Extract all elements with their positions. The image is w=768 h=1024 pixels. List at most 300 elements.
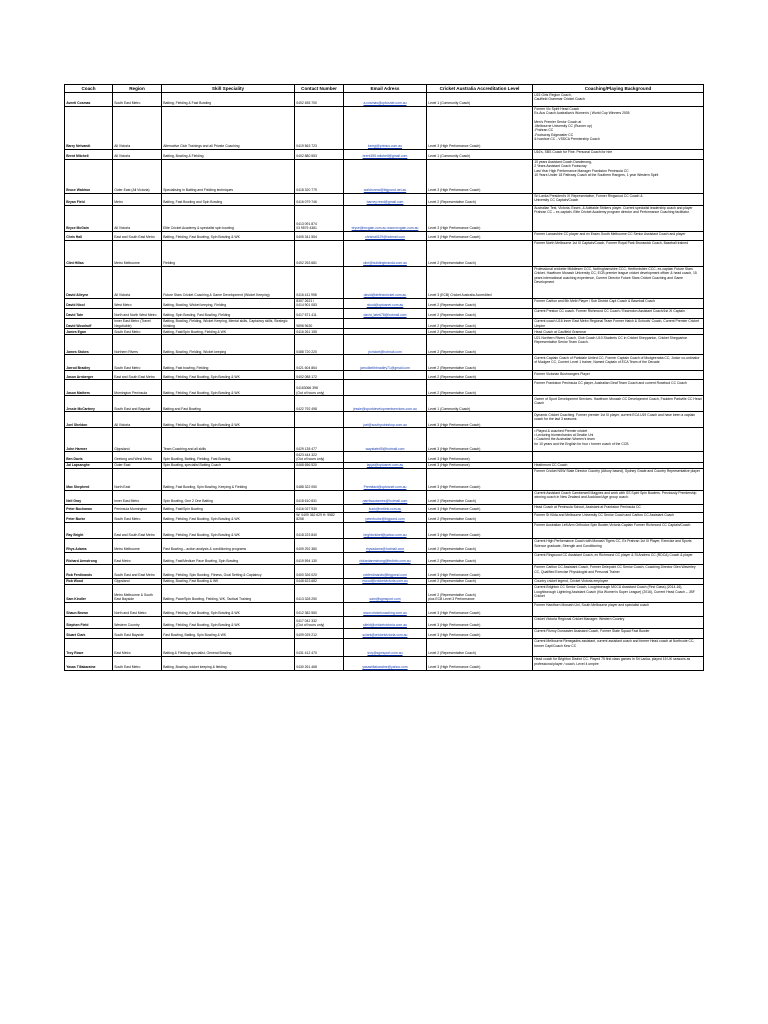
region-cell: South East Metro	[113, 657, 162, 671]
region-cell: East and South East Metro	[113, 231, 162, 240]
skill-cell: Spin Bowling, Batting, Fielding, Fast Bowling,	[162, 452, 295, 462]
background-cell: • Played & coached Premier cricket • Lecturing biomechanics at Deakin Uni • Coached the Australian Women's team for 10 years and the English for four • former coach of the CCB	[533, 428, 704, 452]
contact-number: 0402 088 172	[295, 371, 344, 380]
coach-name: Richard Armstrong	[65, 552, 113, 564]
coach-name: Bryce McGain	[65, 205, 113, 231]
table-row	[65, 617, 704, 629]
table-row	[65, 538, 704, 552]
region-cell: South East Metro	[113, 355, 162, 371]
background-cell: Current High Performance Coach with Monash Tigers CC, Ex Prahran 1st XI Player, Exercise and Sports Science graduate, Strength and Conditioning	[533, 538, 704, 552]
background-cell: Current Assistant Coach Camberwell Magpies and work with SS Spirit Spin Bowlers. Previously Premiership winning coach in New Zealand and Auckland Age group coach.	[533, 490, 704, 504]
region-cell: North and North West Metro	[113, 309, 162, 319]
region-cell: South East Bayside	[113, 629, 162, 639]
email-link[interactable]: sclark@cricketvictoria.com.au	[344, 629, 427, 639]
background-cell: Former Carlton and 5th Melb Player / Sub District Capt Coach & Baseball Coach	[533, 298, 704, 308]
contact-number: 0402 455 700	[295, 92, 344, 106]
background-cell: Former Carlton CC Assistant Coach, Former Delepoint CC Senior Coach, Coaching Director Glen Waverley CC, Qualified Exercise Physiologist and Personal Trainer	[533, 564, 704, 578]
background-cell: Head Coach at Peninsula School, Assistant at Frankston Peninsula CC	[533, 504, 704, 512]
region-cell: North and East Metro	[113, 603, 162, 617]
contact-number: 0416 261 155	[295, 329, 344, 335]
contact-number: 0419 594 130	[295, 552, 344, 564]
coach-name: Sam Kindler	[65, 585, 113, 603]
accreditation-level: Level 1 (Community Coach)	[427, 92, 533, 106]
contact-number: 0431 412 470	[295, 639, 344, 657]
region-cell: South East and Bayside	[113, 396, 162, 412]
skill-cell: Spin Bowling, specialist Batting Coach	[162, 462, 295, 468]
table-row	[65, 309, 704, 319]
email-link	[344, 452, 427, 462]
accreditation-level: Level 2 (Representative Coach)	[427, 319, 533, 329]
column-header-email: Email Adress	[344, 85, 427, 93]
coach-name: Peter Burke	[65, 512, 113, 522]
table-row	[65, 468, 704, 490]
background-cell: Current Melbourne Renegades assistant, current assistant coach and former Head coach at Northcote CC, former Capt/Coach Kew CC	[533, 639, 704, 657]
background-cell: Current Ringwood CC Assistant Coach, ex Richmond CC player & St Andrew CC (RDCA) Coach & player	[533, 552, 704, 564]
skill-cell: Batting, Pace/Spin Bowling, Fielding, WK, Tactical Training	[162, 585, 295, 603]
table-row	[65, 564, 704, 578]
contact-number: 0468 656 520	[295, 462, 344, 468]
region-cell: Metro	[113, 193, 162, 205]
region-cell: North East	[113, 468, 162, 490]
skill-cell: Elite Cricket Academy & specialist spin bowling	[162, 205, 295, 231]
email-link[interactable]: bryce@mcgain.com.au www.mcgain.com.au	[344, 205, 427, 231]
region-cell: Metro Melbourne	[113, 240, 162, 266]
contact-number: 0402 253 681	[295, 240, 344, 266]
skill-cell: Batting, Fielding, Fast Bowling, Spin Bowling & WK	[162, 231, 295, 240]
skill-cell: Fielding	[162, 240, 295, 266]
skill-cell: Batting, Fielding & Fast Bowling	[162, 92, 295, 106]
skill-cell: Batting, Fielding, Fast Bowling, Spin Bowling & WK	[162, 371, 295, 380]
email-link[interactable]: peterburke@bigpond.com	[344, 512, 427, 522]
background-cell: U16's, SBS Coach for Fine. Personal Coach for hire	[533, 149, 704, 159]
table-row	[65, 240, 704, 266]
accreditation-level: Level 2 (Representative Coach)	[427, 240, 533, 266]
email-link[interactable]: brightcricket@yahoo.com.au	[344, 522, 427, 538]
accreditation-level: Level 2 (Representative Coach)	[427, 639, 533, 657]
accreditation-level: Level 3 (High Performance Coach)	[427, 428, 533, 452]
background-cell: Current Captain Coach of Parkdale United CC, Former Captain Coach of Mudgeeraba CC, Junior co-ordinator of Mudgee CC, Current Level 1 trainer, Named Captain of ECA Team of the Decade	[533, 355, 704, 371]
email-link[interactable]: buck@netlink.com.au	[344, 504, 427, 512]
background-cell: Former Victorian Bushrangers Player	[533, 371, 704, 380]
contact-number: 0413 328 250	[295, 585, 344, 603]
coach-name: Ben Davis	[65, 452, 113, 462]
contact-number: 0409 025 212	[295, 629, 344, 639]
contact-number: 0418 320 779	[295, 159, 344, 193]
contact-number: 0488 720 220	[295, 335, 344, 355]
coach-name: Rhys Adams	[65, 538, 113, 552]
skill-cell: Spin Bowling, One 2 One Batting	[162, 490, 295, 504]
email-link	[344, 319, 427, 329]
contact-number: 0418 223 840	[295, 522, 344, 538]
contact-number: 0402 880 553	[295, 149, 344, 159]
table-row	[65, 522, 704, 538]
coach-name: Yasas Tillakaratne	[65, 657, 113, 671]
header-row	[65, 85, 704, 93]
region-cell: East and South East Metro	[113, 371, 162, 380]
coach-name: David Woodruff	[65, 319, 113, 329]
email-link[interactable]: rhysadams@hotmail.com	[344, 538, 427, 552]
accreditation-level: Level 2 (Representative Coach)	[427, 309, 533, 319]
coach-name: Bruce Waldron	[65, 159, 113, 193]
table-row	[65, 552, 704, 564]
table-row	[65, 452, 704, 462]
table-row	[65, 629, 704, 639]
contact-number: 0412 382 550	[295, 603, 344, 617]
email-link[interactable]: rwood@cricketvictoria.com.au	[344, 578, 427, 584]
background-cell: Current Fitzroy Doncaster Assistant Coach, Former State Squad Fast Bowler	[533, 629, 704, 639]
contact-number: 0422 792 498	[295, 396, 344, 412]
region-cell: East Metro	[113, 552, 162, 564]
table-row	[65, 231, 704, 240]
background-cell: Country cricket legend, Cricket Victoria employee	[533, 578, 704, 584]
coach-name: Bryan Field	[65, 193, 113, 205]
skill-cell: Batting, Fast/Spin Bowling	[162, 504, 295, 512]
coach-name: Stephen Field	[65, 617, 113, 629]
accreditation-level: Level 3 (High Performance Coach)	[427, 657, 533, 671]
region-cell: South East Metro	[113, 329, 162, 335]
email-link[interactable]: brent355.mitchell@gmail.com	[344, 149, 427, 159]
background-cell: Former Lancashire CC player and ex Essex South Melbourne CC Senior Assistant Coach and player	[533, 231, 704, 240]
table-row	[65, 657, 704, 671]
table-row	[65, 371, 704, 380]
background-cell: Head coach for Brighton District CC. Played 75 first class games in Sri Lanka, played 15 UK seasons as professional player / coach. Level 4 umpire	[533, 657, 704, 671]
coach-name: Max Shepherd	[65, 468, 113, 490]
table-row	[65, 266, 704, 298]
email-link[interactable]: joel@southpointshop.com.au	[344, 412, 427, 428]
table-row	[65, 149, 704, 159]
background-cell: Current coach U16 Inner East Metro Regional Team Former Hatch & Schools' Coach, Current Premier Cricket Umpire	[533, 319, 704, 329]
coach-name: Brent Mitchell	[65, 149, 113, 159]
coach-name: Jason Arnberger	[65, 371, 113, 380]
accreditation-level: Level 3 (High Performance Coach)	[427, 205, 533, 231]
coach-name: Ray Bright	[65, 522, 113, 538]
accreditation-level: Level 3 (High Performance Coach)	[427, 522, 533, 538]
table-row	[65, 639, 704, 657]
table-body	[65, 92, 704, 670]
background-cell: Former Vic Spirit Head Coach Ex-Aus Coach Australian's Women's | World Cup Winners 2005 Men's Premier Senior Coach at -Melbourne University CC (Runner up) -Prahran CC -Footscray Edgewater CC & Ivanhoe CC - VSDCA Premiership Coach	[533, 106, 704, 149]
column-header-coach: Coach	[65, 85, 113, 93]
email-link[interactable]: rickardarmstrong@fedinfo.com.au	[344, 552, 427, 564]
skill-cell: Batting, Fast/Medium Pace Bowling, Spin Bowling	[162, 552, 295, 564]
skill-cell: Batting, Fielding, Fast Bowling, Spin Bowling & WK	[162, 412, 295, 428]
region-cell: Gippsland	[113, 428, 162, 452]
region-cell: Peninsula Mornington	[113, 504, 162, 512]
background-cell: Owner of Sport Development Services. Hawthorn Monash CC Development Coach, Faulden Parkville CC Head Coach	[533, 396, 704, 412]
accreditation-level: Level 2 (Representative Coach)	[427, 335, 533, 355]
email-link[interactable]: narrtisaussmes@hotmail.com	[344, 490, 427, 504]
background-cell: U21 Northern Rivers Coach, Club Coach U10 Students CC in Cricket Shepparton, Cricket Shepparton Representative Senior Team Coach.	[533, 335, 704, 355]
region-cell: Inner East Metro (Travel Negotiable)	[113, 319, 162, 329]
region-cell: Gippsland	[113, 578, 162, 584]
skill-cell: Batting, Fielding, Spin Bowling, Fitness, Goal Setting & Captaincy	[162, 564, 295, 578]
table-row	[65, 603, 704, 617]
coach-name: Peter Buchanan	[65, 504, 113, 512]
contact-number: 0409 292 380	[295, 538, 344, 552]
coach-name: James Egan	[65, 329, 113, 335]
background-cell: Sri Lanka President's XI Representative, Former Ringwood CC Coach & University CC Captain/Coach	[533, 193, 704, 205]
email-link[interactable]: barney.reed@gmail.com	[344, 193, 427, 205]
skill-cell: Alternative Club Trainings and all Private Coaching	[162, 106, 295, 149]
accreditation-level: Level 2 (Representative Coach) plus ECB Level 3 Performance	[427, 585, 533, 603]
region-cell: Western Country	[113, 617, 162, 629]
accreditation-level: Level 3 (High Performance)	[427, 452, 533, 462]
background-cell: Former Frankston Peninsula CC player, Australian Deaf Team Coach and current Rosebud CC Coach	[533, 380, 704, 396]
region-cell: East Metro	[113, 639, 162, 657]
table-row	[65, 92, 704, 106]
accreditation-level: Level 2 (Representative Coach)	[427, 193, 533, 205]
background-cell: Dynamic Cricket Coaching. Former premier 1st XI player, current ECA U19 Coach and have been a captain coach for the last 3 seasons	[533, 412, 704, 428]
contact-number: 0421 604 864	[295, 355, 344, 371]
region-cell: All Victoria	[113, 149, 162, 159]
table-row	[65, 298, 704, 308]
column-header-contact: Contact Number	[295, 85, 344, 93]
contact-number: 0416 027 930	[295, 504, 344, 512]
contact-number: 0405 341 554	[295, 231, 344, 240]
accreditation-level: Level 2 (Representative Coach)	[427, 355, 533, 371]
coach-name: Rob Ferdinands	[65, 564, 113, 578]
email-link[interactable]: robferdinands@bigpond.com	[344, 564, 427, 578]
skill-cell: Batting, Spin Bowling, Fast Bowling, Fielding	[162, 309, 295, 319]
table-row	[65, 159, 704, 193]
region-cell: Inner East Metro	[113, 490, 162, 504]
table-row	[65, 205, 704, 231]
contact-number: 0488 322 050	[295, 468, 344, 490]
skill-cell: Team Coaching and all skills	[162, 428, 295, 452]
region-cell: All Victoria	[113, 106, 162, 149]
accreditation-level: Level 2 (Representative Coach)	[427, 578, 533, 584]
contact-number: 04163066 398 (Out of hours only)	[295, 380, 344, 396]
background-cell: Former Australian Left Arm Orthodox Spin Bowler,Victoria Captain Former Richmond CC Captain/Coach	[533, 522, 704, 538]
email-link[interactable]: a.cosmas@optusnet.com.au	[344, 92, 427, 106]
skill-cell: Batting, Fielding, Fast Bowling, Spin Bowling & WK	[162, 512, 295, 522]
region-cell: South East Metro	[113, 92, 162, 106]
table-row	[65, 428, 704, 452]
email-link[interactable]: nicod@optusnet.com.au	[344, 298, 427, 308]
coach-name: Jason Mathers	[65, 380, 113, 396]
skill-cell: Batting & Fielding specialist, General Bowling	[162, 639, 295, 657]
email-link[interactable]: yasastillakaratne@yahoo.com	[344, 657, 427, 671]
skill-cell: Batting, Fast/Spin Bowling, Fielding & WK	[162, 329, 295, 335]
background-cell: Current Brighton CC Senior Coach, Loughborough MCCU Assistant Coach (First Class) (2014-16), Loughborough Lightning Assistant Coach (Kia Women's Super League) (2016), Current Head Coach – JBF Cricket	[533, 585, 704, 603]
skill-cell: Batting, Fielding, Fast Bowling, Spin Bowling & WK	[162, 617, 295, 629]
coach-name: Chris Hall	[65, 231, 113, 240]
accreditation-level: Level 3 (High Performance Coach)	[427, 629, 533, 639]
region-cell: Northern Rivers	[113, 335, 162, 355]
skill-cell: Batting, Fast bowling, Fielding	[162, 355, 295, 371]
coach-name: Rob Wood	[65, 578, 113, 584]
email-link[interactable]: david@definecricket.com.au	[344, 266, 427, 298]
contact-number: 9898 9630	[295, 319, 344, 329]
accreditation-level: Level 2 (Representative Coach)	[427, 298, 533, 308]
coach-name: David Nicol	[65, 298, 113, 308]
email-link[interactable]: chrishall129@hotmail.com	[344, 231, 427, 240]
coach-name: Clint Hillas	[65, 240, 113, 266]
region-cell: West Metro	[113, 298, 162, 308]
background-cell	[533, 452, 704, 462]
region-cell: South East and East Metro	[113, 564, 162, 578]
background-cell: Head Coach at Caulfield Grammar	[533, 329, 704, 335]
skill-cell: Batting, Fielding, Fast Bowling, Spin Bowling & WK	[162, 522, 295, 538]
email-link	[344, 380, 427, 396]
contact-number: 0423 444 322 (Out of hours only)	[295, 452, 344, 462]
email-link[interactable]: clint@buildingbranda.com.au	[344, 240, 427, 266]
accreditation-level: Level 2 (Representative Coach)	[427, 380, 533, 396]
contact-number	[295, 412, 344, 428]
accreditation-level: Level 2 (Representative Coach)	[427, 371, 533, 380]
background-cell: Former St Kilda and Melbourne University CC Senior Coach and Carlton CC Assistant Coach	[533, 512, 704, 522]
table-row	[65, 335, 704, 355]
skill-cell: Batting, Fielding, Fast Bowling, Spin Bowling & WK	[162, 603, 295, 617]
table-row	[65, 512, 704, 522]
email-link[interactable]: jrcricket@hotmail.com	[344, 335, 427, 355]
skill-cell: Batting, Fielding, Fast Bowling, Spin Bowling & WK	[162, 380, 295, 396]
accreditation-level: Level 2 (Representative Coach)	[427, 552, 533, 564]
coach-name: Stuart Clark	[65, 629, 113, 639]
coach-name: David Tate	[65, 309, 113, 319]
accreditation-level: Level 3 (High Performance Coach)	[427, 468, 533, 490]
background-cell: Heathmont CC Coach	[533, 462, 704, 468]
skill-cell: Batting, Bowling, Wicket keeping, Fielding	[162, 298, 295, 308]
background-cell: U15 Girls Region Coach, Caulfield Grammar Cricket Coach	[533, 92, 704, 106]
skill-cell: Batting, Bowling, Fielding, Wicket keeping	[162, 335, 295, 355]
background-cell: Cricket Victoria Regional Cricket Manager: Western Country	[533, 617, 704, 629]
background-cell: 10 years Assistant Coach Dandenong, 2 Years Assistant Coach Footscray Last Year High Performance Manager Frankston Peninsula CC 10 Years Under 18 Pathway Coach at the Southern Rangers, 1 year Western Spirit	[533, 159, 704, 193]
table-row	[65, 504, 704, 512]
accreditation-level: Level 2 (Representative Coach)	[427, 329, 533, 335]
skill-cell: Specialising in Batting and Fielding techniques	[162, 159, 295, 193]
accreditation-level: Level 2 (Representative Coach)	[427, 512, 533, 522]
region-cell: Mornington Peninsula	[113, 380, 162, 396]
background-cell: Former Cricket NSW State Director Country (Albury based), Sydney Grade and Country Representative player	[533, 468, 704, 490]
contact-number: 0430 261 468	[295, 657, 344, 671]
background-cell: Former North Melbourne 1st XI Captain/Coach, Former Royal Park Brunswick Coach, Baseball trained	[533, 240, 704, 266]
accreditation-level: Level 3 (High Performance Coach)	[427, 504, 533, 512]
accreditation-level: Level 3 (High Performance)	[427, 462, 533, 468]
accreditation-level: Level 3 (High Performance Coach)	[427, 231, 533, 240]
coach-directory-table	[64, 84, 704, 671]
accreditation-level: Level 3 (High Performance Coach)	[427, 106, 533, 149]
contact-number: 0400 326 020	[295, 564, 344, 578]
column-header-region: Region	[113, 85, 162, 93]
email-link[interactable]: waldronmd@bigpond.net.au	[344, 159, 427, 193]
email-link[interactable]: lapjai@optusnet.com.au	[344, 462, 427, 468]
email-link[interactable]: david_tate678@hotmail.com	[344, 309, 427, 319]
email-link[interactable]: sfield@cricketvictoria.com.au	[344, 617, 427, 629]
contact-number: 0418 610 831	[295, 490, 344, 504]
email-link[interactable]: troy@sgmsport.com.au	[344, 639, 427, 657]
region-cell: Outer East	[113, 462, 162, 468]
table-row	[65, 380, 704, 396]
accreditation-level: Level 3 (High Performance Coach)	[427, 159, 533, 193]
region-cell: Metro Melbourne	[113, 538, 162, 552]
skill-cell: Batting ,Bowling ,wicket keeping & fielding	[162, 657, 295, 671]
table-row	[65, 106, 704, 149]
contact-number: W: 0409 362 629 H: 9582 8258	[295, 512, 344, 522]
accreditation-level: Level 3 (High Performance Coach)	[427, 564, 533, 578]
table-row	[65, 355, 704, 371]
skill-cell: Batting, Bowling & Fielding	[162, 149, 295, 159]
background-cell: Current Preston CC coach. Former Richmond CC Coach / Essendon Assistant Coach/1st XI Captain	[533, 309, 704, 319]
coach-name: Jai Lapsanghe	[65, 462, 113, 468]
column-header-background: Coaching/Playing Background	[533, 85, 704, 93]
email-link	[344, 371, 427, 380]
accreditation-level: Level 3 (High Performance Coach)	[427, 412, 533, 428]
email-link[interactable]: Premitact@optusnet.com.au	[344, 468, 427, 490]
coach-name: Shaun Brown	[65, 603, 113, 617]
coach-name: James Stokes	[65, 335, 113, 355]
skill-cell: Batting and Fast Bowling	[162, 396, 295, 412]
table-row	[65, 585, 704, 603]
contact-number: 0417 571 411	[295, 309, 344, 319]
region-cell: Metro Melbourne & South East Bayside	[113, 585, 162, 603]
skill-cell: Batting, Bowling, Fast Bowling & WK	[162, 578, 295, 584]
accreditation-level: Level 3 (High Performance Coach)	[427, 603, 533, 617]
coach-name: Aveeti Cosmas	[65, 92, 113, 106]
email-link[interactable]: sam@sgmsport.com	[344, 585, 427, 603]
email-link[interactable]: barryj@primus.com.au	[344, 106, 427, 149]
coach-name: Joel Sheldon	[65, 412, 113, 428]
contact-number: 0416 079 746	[295, 193, 344, 205]
contact-number: 0448 623 682	[295, 578, 344, 584]
coach-name: David Alleyne	[65, 266, 113, 298]
table-row	[65, 490, 704, 504]
coach-name: John Harmer	[65, 428, 113, 452]
contact-number: 0416 411 998	[295, 266, 344, 298]
email-link[interactable]: jessie@sportdevelopmentservices.com.au	[344, 396, 427, 412]
skill-cell: Fast Bowling – action analysis & conditioning programs	[162, 538, 295, 552]
table-row	[65, 412, 704, 428]
email-link[interactable]: www.cricketcoaching.com.au	[344, 603, 427, 617]
accreditation-level: Level 1 (Community Coach)	[427, 149, 533, 159]
skill-cell: Fast Bowling, Batting, Spin Bowling & WK	[162, 629, 295, 639]
coach-name: Troy Rowe	[65, 639, 113, 657]
accreditation-level: Level 2 (Representative Coach)	[427, 538, 533, 552]
region-cell: Geelong and West Metro	[113, 452, 162, 462]
contact-number: 0413 091 874 03 9579 4381	[295, 205, 344, 231]
skill-cell: Batting, Fast Bowling, Spin Bowling, Keeping & Fielding	[162, 468, 295, 490]
contact-number: 0429 135 477	[295, 428, 344, 452]
contact-number: 0419 563 723	[295, 106, 344, 149]
background-cell: Australian Test, Victoria, Essex, & Adelaide Strikers player. Current specialist leadership coach and player Prahran CC – ex-captain. Elite Cricket Academy program director and Performance Coaching facilitator.	[533, 205, 704, 231]
contact-number: 0417 042 332 (Out of hours only)	[295, 617, 344, 629]
table-row	[65, 396, 704, 412]
coach-name: Jarrod Bradley	[65, 355, 113, 371]
region-cell: All Victoria	[113, 412, 162, 428]
skill-cell: Batting, Fast Bowling and Spin Bowling	[162, 193, 295, 205]
accreditation-level: Level 3 (ECB) Cricket Australia Accredited	[427, 266, 533, 298]
email-link[interactable]: jarrodkeithbradley71@gmail.com	[344, 355, 427, 371]
column-header-accreditation: Cricket Australia Accreditation Level	[427, 85, 533, 93]
accreditation-level: Level 3 (High Performance Coach)	[427, 617, 533, 629]
skill-cell: Batting, Bowling, Fielding, Wicket Keeping, Mental skills, Captaincy skills, Strategic thinking	[162, 319, 295, 329]
contact-number: 8307 2621 / 0414 901 083	[295, 298, 344, 308]
accreditation-level: Level 2 (Representative Coach)	[427, 490, 533, 504]
table-row	[65, 319, 704, 329]
background-cell: Former Hawthorn Monash Uni, South Melbourne player and specialist coach	[533, 603, 704, 617]
skill-cell: Future Stars Cricket Coaching & Game Development (Wicket Keeping)	[162, 266, 295, 298]
coach-name: Neil Gray	[65, 490, 113, 504]
coach-name: Barry Netvandi	[65, 106, 113, 149]
coach-name: Jessie McCartney	[65, 396, 113, 412]
background-cell: Professional cricketer Middlesex CCC, Nottinghamshire CCC, Hertfordshire CCC, ex-captain Future Stars Cricket, Hawthorn Monash University CC, ECB premier league cricket development officer & head coach, 15 years international coaching experience, Current Director Future Stars Cricket Coaching and Game Development	[533, 266, 704, 298]
region-cell: Outer East (All Victoria)	[113, 159, 162, 193]
email-link[interactable]: waystate65@hotmail.com	[344, 428, 427, 452]
region-cell: East and South East Metro	[113, 522, 162, 538]
region-cell: South East Metro	[113, 512, 162, 522]
region-cell: All Victoria	[113, 266, 162, 298]
table-row	[65, 193, 704, 205]
region-cell: All Victoria	[113, 205, 162, 231]
